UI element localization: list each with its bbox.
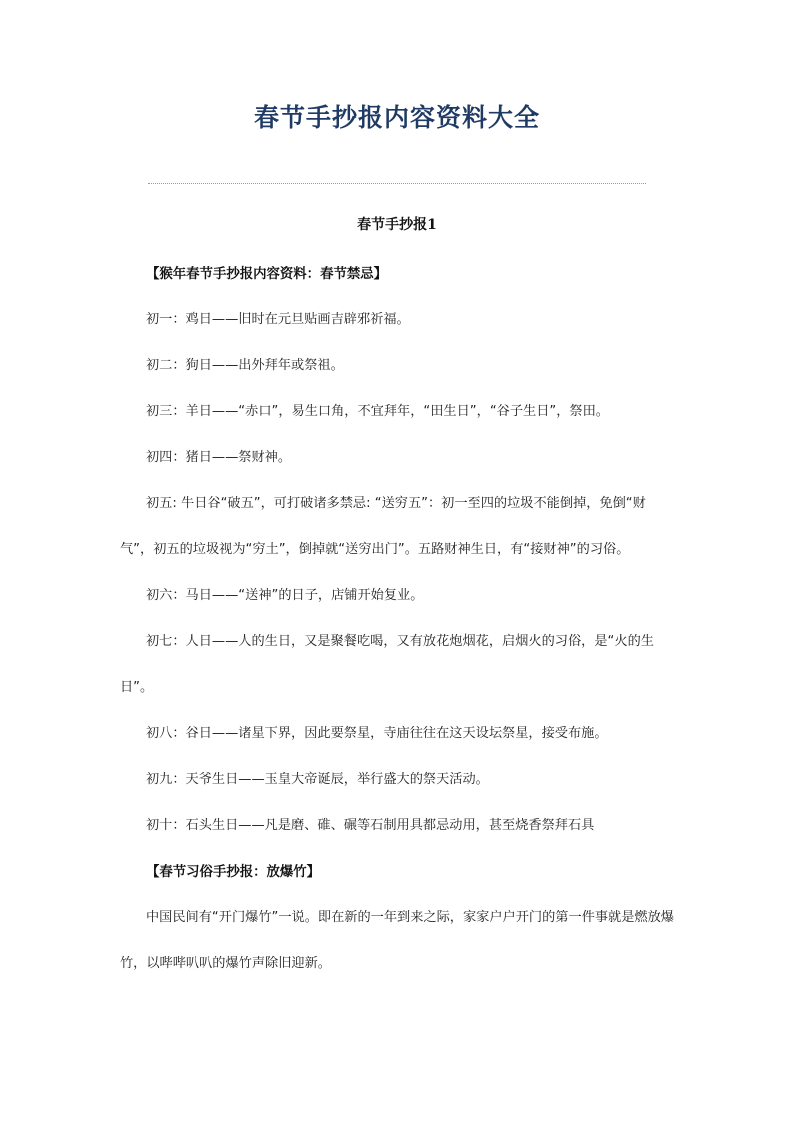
title-divider <box>148 183 646 184</box>
paragraph-day-9: 初九：天爷生日——玉皇大帝诞辰，举行盛大的祭天活动。 <box>146 772 489 787</box>
document-body <box>120 251 676 987</box>
paragraph-day-2: 初二：狗日——出外拜年或祭祖。 <box>146 358 344 373</box>
paragraph-day-3: 初三：羊日——“赤口”，易生口角，不宜拜年，“田生日”，“谷子生日”，祭田。 <box>146 404 609 419</box>
paragraph-day-6: 初六：马日——“送神”的日子，店铺开始复业。 <box>146 588 424 603</box>
document-title: 春节手抄报内容资料大全 <box>253 103 540 132</box>
paragraph-day-7: 初七：人日——人的生日，又是聚餐吃喝，又有放花炮烟花，启烟火的习俗，是“火的生日”。 <box>120 634 654 695</box>
section-heading-firecrackers: 【春节习俗手抄报：放爆竹】 <box>146 864 321 880</box>
paragraph-day-4: 初四：猪日——祭财神。 <box>146 450 292 465</box>
paragraph-day-5: 初五: 牛日谷“破五”，可打破诸多禁忌: “送穷五”：初一至四的垃圾不能倒掉，免倒“财气”，初五的垃圾视为“穷土”，倒掉就“送穷出门”。五路财神生日，有“接财神”的习俗。 <box>120 496 646 557</box>
paragraph-firecrackers: 中国民间有“开门爆竹”一说。即在新的一年到来之际，家家户户开门的第一件事就是燃放爆竹，以哔哔叭叭的爆竹声除旧迎新。 <box>120 910 674 971</box>
document-subtitle: 春节手抄报1 <box>357 217 437 233</box>
paragraph-day-10: 初十：石头生日——凡是磨、碓、碾等石制用具都忌动用，甚至烧香祭拜石具 <box>146 818 595 833</box>
section-heading-taboos: 【猴年春节手抄报内容资料：春节禁忌】 <box>146 266 388 282</box>
paragraph-day-1: 初一：鸡日——旧时在元旦贴画吉辟邪祈福。 <box>146 312 410 327</box>
paragraph-day-8: 初八：谷日——诸星下界，因此要祭星，寺庙往往在这天设坛祭星，接受布施。 <box>146 726 608 741</box>
